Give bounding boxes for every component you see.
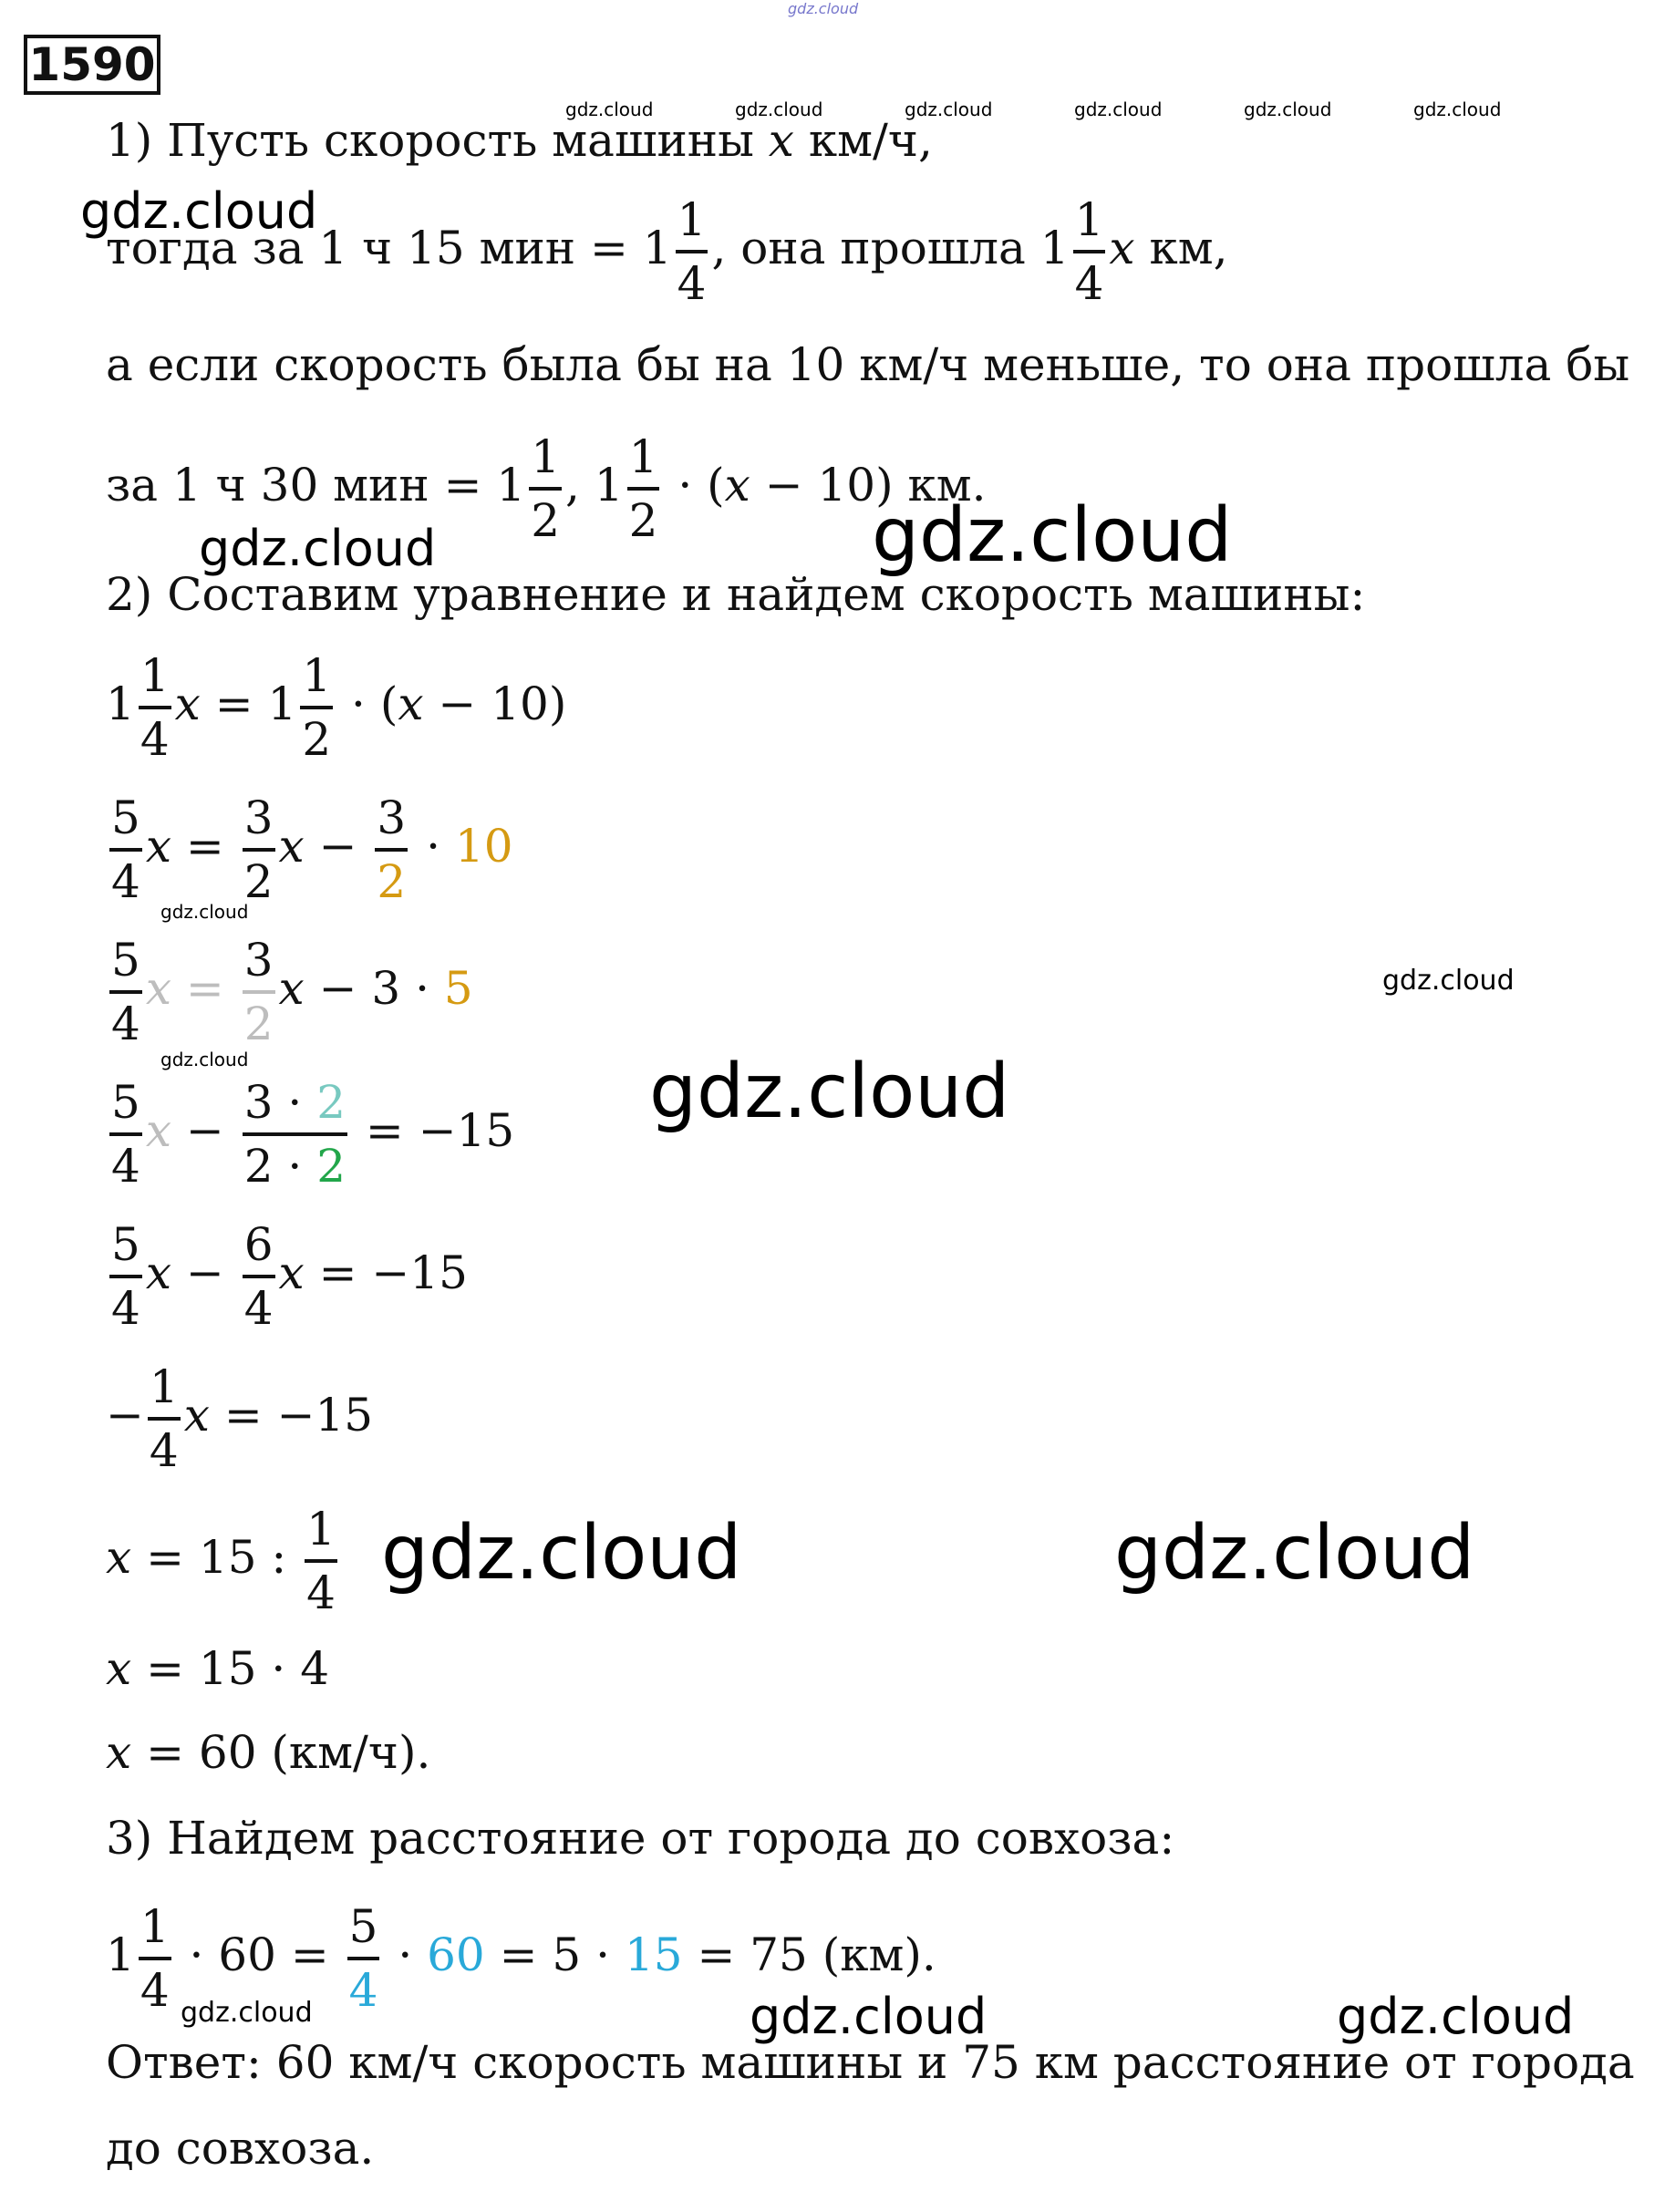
numerator: 3 · [243,1076,317,1129]
text: · ( [336,677,398,730]
numerator: 3 [243,934,274,987]
equation-1 [106,647,566,768]
denominator: 4 [149,1424,179,1477]
numerator: 1 [140,1900,170,1953]
denominator-highlight: 2 [316,1140,346,1193]
variable-x: x [145,1104,172,1157]
denominator: 4 [111,997,140,1050]
text: − 3 · [304,962,444,1015]
fraction [109,932,142,1052]
denominator: 2 · [243,1140,317,1193]
fraction-bar [305,1559,337,1563]
fraction-bar [139,706,171,709]
variable-x: x [183,1389,210,1442]
watermark: gdz.cloud [160,1049,249,1070]
fraction-bar [347,1957,380,1960]
denominator: 4 [243,1282,274,1335]
text: = 60 (км/ч). [131,1726,431,1779]
text: 1 [106,677,135,730]
denominator: 4 [1074,257,1104,310]
fraction [1073,191,1106,312]
text-line-6 [106,1811,1174,1866]
equation-2 [106,790,513,910]
fraction [243,1216,275,1337]
denominator: 2 [302,713,332,766]
highlight-number: 15 [624,1928,683,1981]
fraction [139,1898,171,2019]
denominator: 4 [306,1566,336,1619]
numerator: 1 [677,193,707,246]
fraction [109,1216,142,1337]
equation-9 [106,1725,430,1780]
text: − [106,1389,144,1442]
text: км/ч, [794,114,933,167]
fraction-bar [139,1957,171,1960]
fraction [627,429,660,549]
watermark: gdz.cloud [735,98,823,120]
text: · ( [663,459,725,512]
watermark: gdz.cloud [80,182,318,240]
watermark: gdz.cloud [181,1997,313,2029]
fraction-bar [109,1132,142,1136]
numerator: 1 [306,1503,336,1556]
denominator: 4 [140,713,170,766]
text: 1) Пусть скорость машины [106,114,769,167]
numerator: 5 [348,1900,378,1953]
fraction-bar [243,1275,275,1278]
denominator: 2 [531,494,560,547]
problem-number-badge: 1590 [24,35,160,95]
highlight-number: 60 [427,1928,485,1981]
variable-x: x [768,114,794,167]
denominator: 2 [243,997,274,1050]
fraction [243,790,275,910]
watermark: gdz.cloud [872,492,1233,579]
watermark-top: gdz.cloud [788,0,859,17]
text: = 5 · [484,1928,625,1981]
text: Ответ: 60 км/ч скорость машины и 75 км расстояние от города [106,2036,1635,2089]
watermark: gdz.cloud [1114,1510,1475,1597]
watermark: gdz.cloud [381,1510,742,1597]
numerator: 3 [377,791,407,844]
text: , она прошла 1 [711,222,1070,274]
numerator: 5 [111,1218,140,1271]
text: до совхоза. [106,2122,375,2175]
numerator: 1 [531,430,560,483]
answer-line-2 [106,2121,374,2176]
numerator: 1 [1074,193,1104,246]
fraction-bar [148,1417,181,1421]
denominator-highlight: 4 [348,1964,378,2017]
denominator: 2 [243,855,274,908]
answer-line-1 [106,2035,1635,2090]
fraction-bar [529,487,562,491]
numerator: 1 [628,430,658,483]
fraction [139,647,171,768]
fraction [305,1501,337,1621]
fraction [148,1359,181,1479]
text-line-5 [106,567,1365,622]
fraction-bar [300,706,333,709]
variable-x: x [145,820,172,873]
text-line-3 [106,337,1629,392]
text: · [411,820,455,873]
text: = 15 : [131,1531,302,1584]
variable-x: x [106,1642,132,1695]
text: тогда за 1 ч 15 мин = 1 [106,222,672,274]
text: 2) Составим уравнение и найдем скорость машины: [106,568,1366,621]
text: = 15 · 4 [131,1642,329,1695]
variable-x: x [278,1246,305,1299]
denominator: 4 [111,1140,140,1193]
equation-8 [106,1641,329,1696]
text: = −15 [209,1389,374,1442]
text: − [171,1104,239,1157]
text: , 1 [565,459,624,512]
fraction [109,790,142,910]
watermark: gdz.cloud [750,1988,988,2045]
text: 1 [106,1928,135,1981]
watermark: gdz.cloud [565,98,654,120]
text: = [171,962,239,1015]
numerator: 3 [243,791,274,844]
fraction [243,1074,347,1194]
watermark: gdz.cloud [649,1049,1010,1135]
text-line-1 [106,113,933,168]
text: = [171,820,239,873]
fraction-bar [109,990,142,994]
text: = 1 [200,677,297,730]
watermark: gdz.cloud [160,901,249,923]
watermark: gdz.cloud [199,520,437,577]
highlight-number: 10 [454,820,513,873]
numerator-highlight: 2 [316,1076,346,1129]
equation-3 [106,932,473,1052]
fraction [676,191,708,312]
text: − [171,1246,239,1299]
numerator: 6 [243,1218,274,1271]
variable-x: x [106,1726,132,1779]
fraction-bar [109,1275,142,1278]
fraction-bar [243,848,275,852]
denominator: 4 [677,257,707,310]
equation-5 [106,1216,468,1337]
variable-x: x [278,820,305,873]
fraction-bar [243,1132,347,1136]
variable-x: x [106,1531,132,1584]
variable-x: x [398,677,424,730]
watermark: gdz.cloud [1244,98,1332,120]
fraction [243,932,275,1052]
text: · 60 = [174,1928,344,1981]
fraction-bar [243,990,275,994]
text: км, [1134,222,1228,274]
numerator: 5 [111,791,140,844]
watermark: gdz.cloud [1337,1988,1575,2045]
text: за 1 ч 30 мин = 1 [106,459,526,512]
variable-x: x [278,962,305,1015]
numerator: 5 [111,1076,140,1129]
numerator: 1 [302,649,332,702]
numerator: 1 [149,1360,179,1413]
equation-6 [106,1359,373,1479]
text: − [304,820,372,873]
fraction [347,1898,380,2019]
numerator: 1 [140,649,170,702]
text: а если скорость была бы на 10 км/ч меньше, то она прошла бы [106,338,1630,391]
variable-x: x [1109,222,1135,274]
equation-7 [106,1501,341,1621]
equation-4 [106,1074,514,1194]
text: − 10) км. [750,459,987,512]
denominator: 2 [628,494,658,547]
fraction [375,790,408,910]
denominator: 4 [111,1282,140,1335]
text: = 75 (км). [682,1928,936,1981]
variable-x: x [145,1246,172,1299]
fraction-bar [676,250,708,253]
variable-x: x [724,459,750,512]
fraction-bar [1073,250,1106,253]
text: = −15 [351,1104,515,1157]
fraction [529,429,562,549]
watermark: gdz.cloud [1382,965,1515,997]
fraction-bar [375,848,408,852]
numerator: 5 [111,934,140,987]
fraction [300,647,333,768]
variable-x: x [145,962,172,1015]
text: 3) Найдем расстояние от города до совхоза: [106,1812,1175,1865]
text: = −15 [304,1246,468,1299]
fraction [109,1074,142,1194]
text-line-2 [106,191,1228,312]
denominator: 4 [111,855,140,908]
variable-x: x [174,677,201,730]
watermark: gdz.cloud [1074,98,1163,120]
watermark: gdz.cloud [1413,98,1502,120]
denominator-highlight: 2 [377,855,407,908]
fraction-bar [109,848,142,852]
denominator: 4 [140,1964,170,2017]
highlight-number: 5 [443,962,473,1015]
text: · [383,1928,428,1981]
fraction-bar [627,487,660,491]
text: − 10) [423,677,567,730]
watermark: gdz.cloud [905,98,993,120]
